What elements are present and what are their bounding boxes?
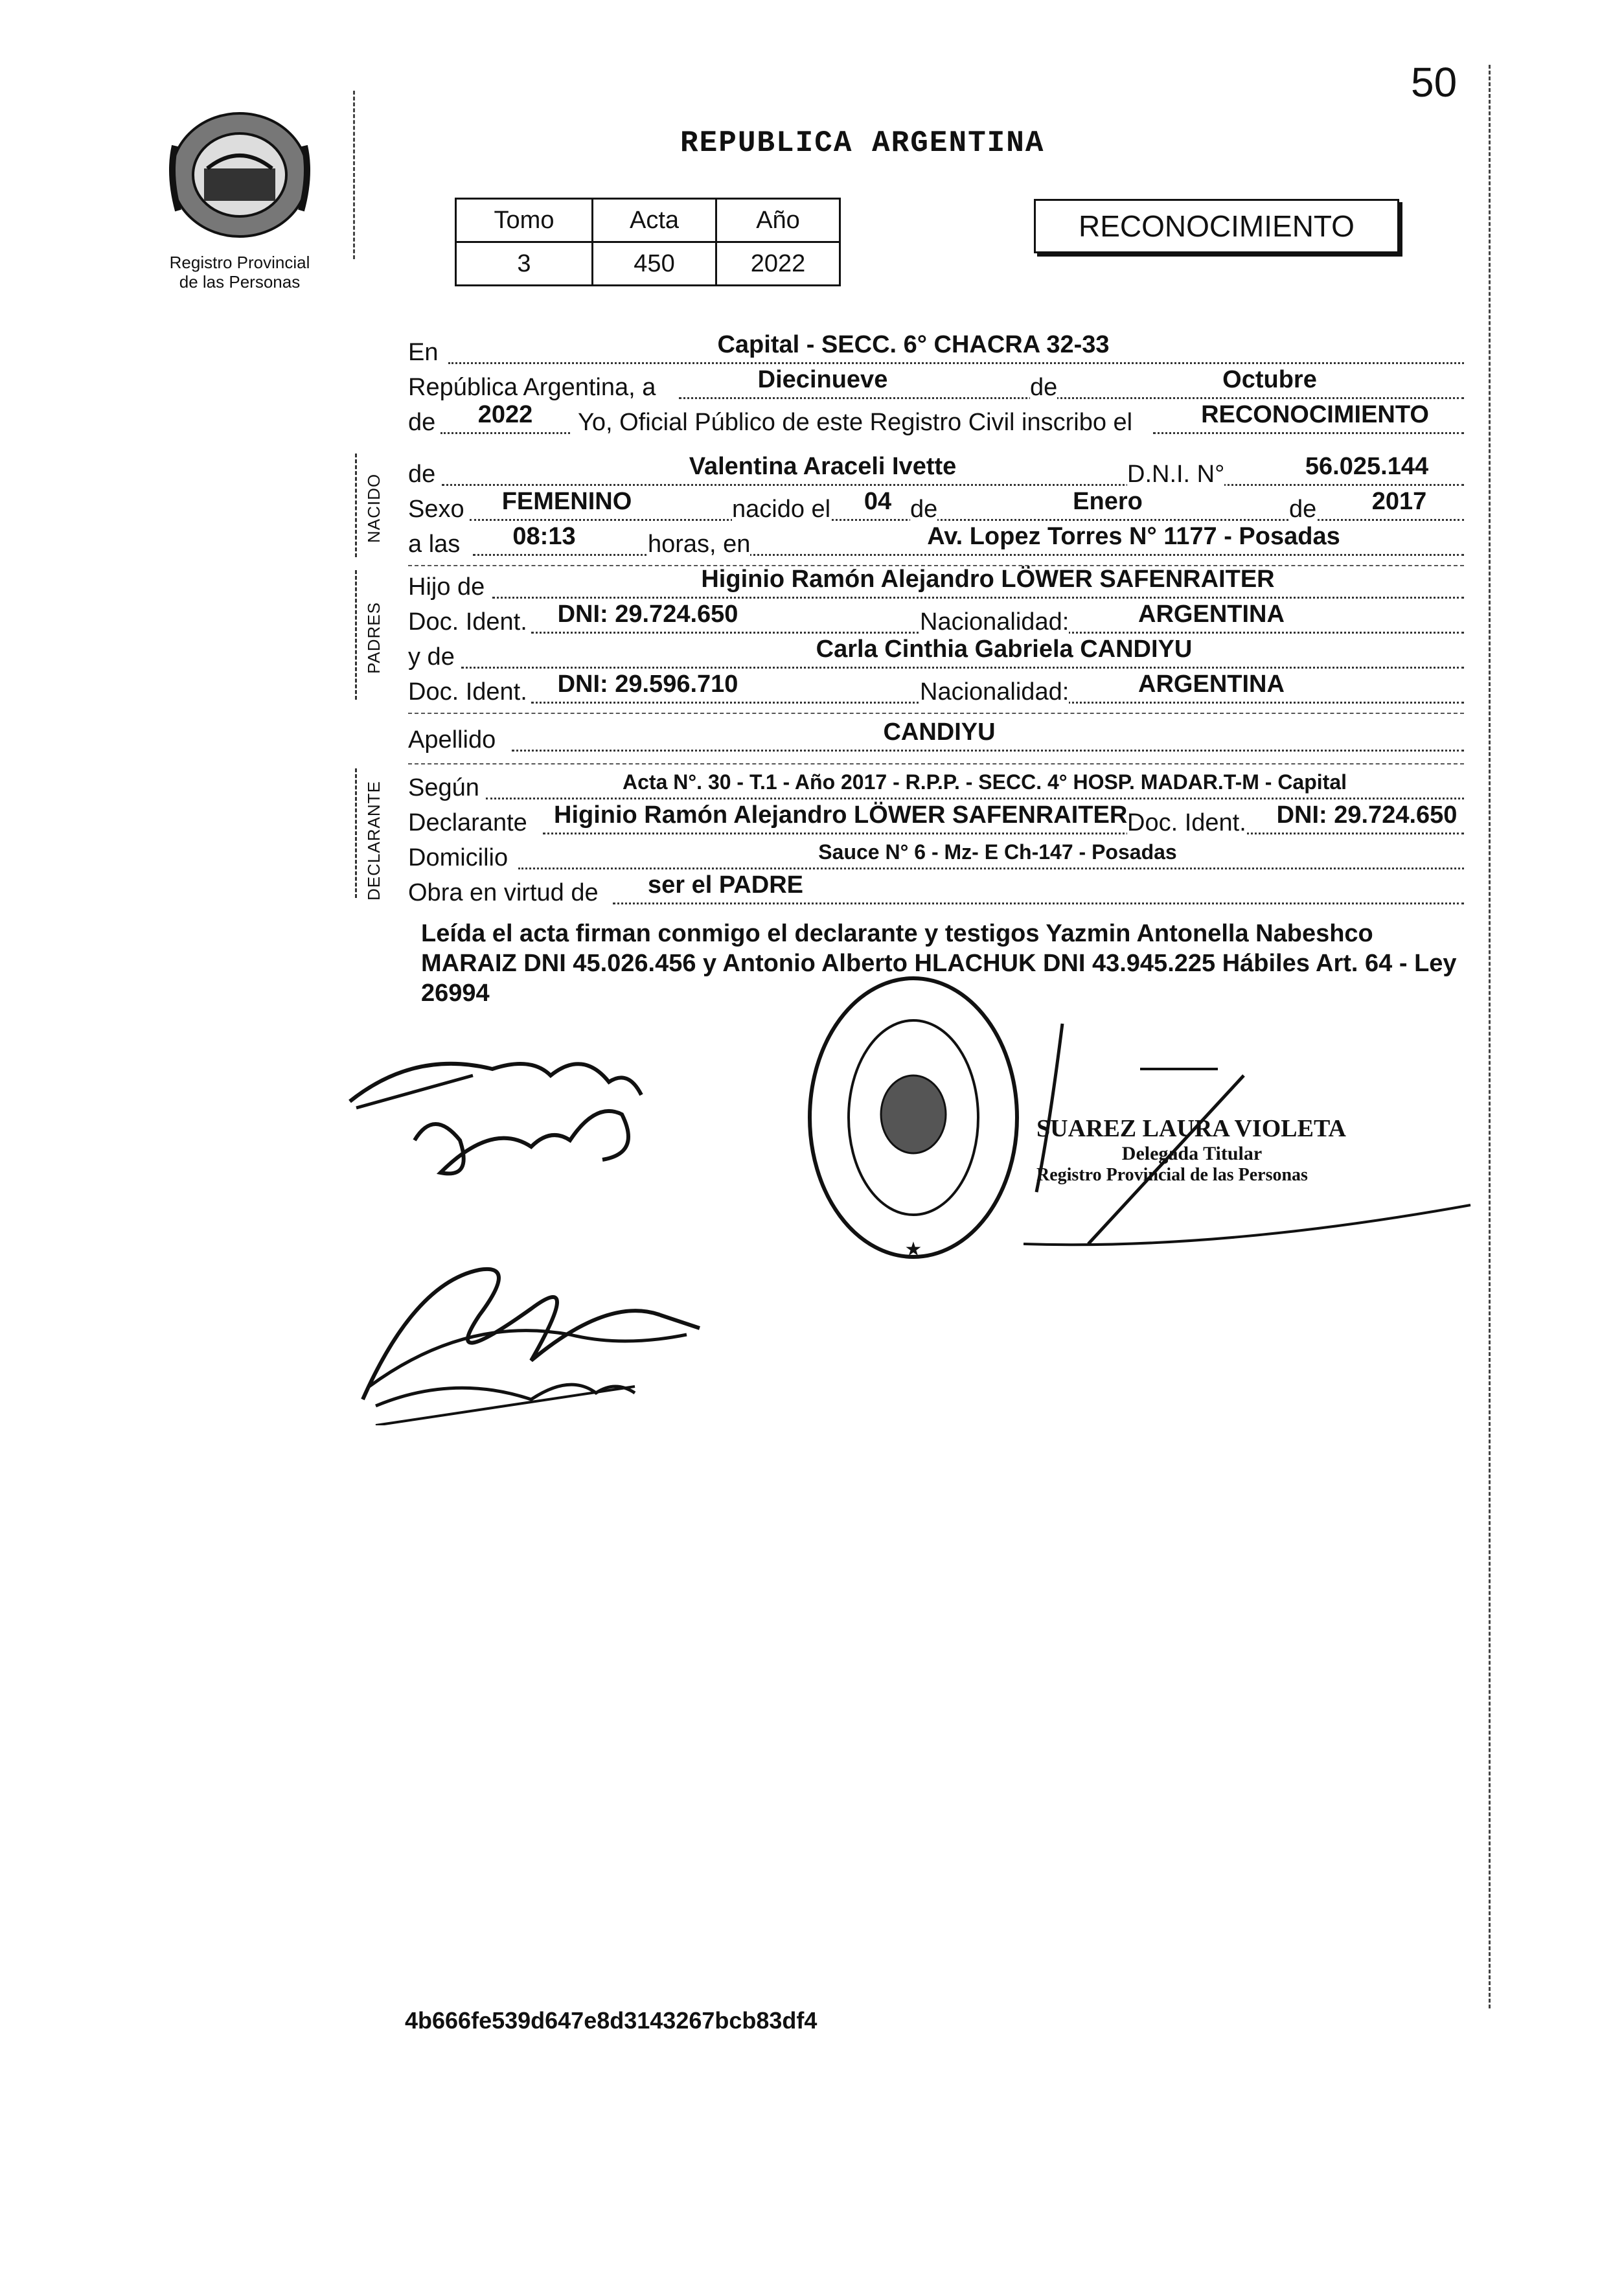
svg-text:★: ★ bbox=[904, 1238, 922, 1261]
child-name-value: Valentina Araceli Ivette bbox=[689, 453, 957, 480]
day-value: Diecinueve bbox=[757, 366, 888, 393]
dotted-line bbox=[461, 667, 1464, 669]
row-father-name bbox=[408, 566, 1464, 605]
label-a-las: a las bbox=[408, 531, 461, 558]
section-divider bbox=[408, 713, 1464, 714]
row-year-inscription bbox=[408, 401, 1464, 441]
surname-value: CANDIYU bbox=[883, 718, 996, 746]
mother-name-value: Carla Cinthia Gabriela CANDIYU bbox=[816, 636, 1193, 663]
registry-caption bbox=[149, 253, 330, 292]
label-en: En bbox=[408, 339, 439, 366]
father-name-value: Higinio Ramón Alejandro LÖWER SAFENRAITER bbox=[701, 566, 1275, 593]
label-declarante: Declarante bbox=[408, 809, 527, 836]
birth-day-value: 04 bbox=[863, 488, 892, 515]
domicilio-value: Sauce N° 6 - Mz- E Ch-147 - Posadas bbox=[818, 840, 1177, 864]
label-republica: República Argentina, a bbox=[408, 374, 656, 401]
table-header-tomo: Tomo bbox=[456, 199, 593, 242]
birth-month-value: Enero bbox=[1073, 488, 1143, 515]
dotted-line bbox=[440, 432, 570, 434]
dotted-line bbox=[679, 397, 1464, 399]
dotted-line bbox=[442, 484, 1464, 486]
label-doc-ident-mother: Doc. Ident. bbox=[408, 678, 527, 706]
month-value: Octubre bbox=[1222, 366, 1317, 393]
section-bar-padres bbox=[355, 570, 357, 700]
margin-mark bbox=[1489, 65, 1491, 2008]
document-title: REPUBLICA ARGENTINA bbox=[680, 126, 1045, 160]
row-surname bbox=[408, 718, 1464, 758]
declarante-doc-value: DNI: 29.724.650 bbox=[1276, 801, 1458, 829]
section-bar-declarante bbox=[355, 768, 357, 898]
child-dni-value: 56.025.144 bbox=[1305, 453, 1429, 480]
dotted-line bbox=[492, 597, 1464, 599]
label-horas-en: horas, en bbox=[648, 531, 751, 558]
closing-statement: Leída el acta firman conmigo el declarante y testigos Yazmin Antonella Nabeshco MARAIZ DNI 45.026.456 y Antonio Alberto HLACHUK DNI 43.945.225 Hábiles Art. 64 - Ley 26994 bbox=[421, 920, 1457, 1007]
province-coat-of-arms bbox=[162, 107, 317, 243]
label-y-de: y de bbox=[408, 643, 455, 671]
table-cell-ano: 2022 bbox=[716, 242, 840, 286]
sex-value: FEMENINO bbox=[501, 488, 632, 515]
label-apellido: Apellido bbox=[408, 726, 496, 753]
table-row bbox=[456, 242, 840, 286]
row-obra bbox=[408, 871, 1464, 911]
row-father-doc bbox=[408, 601, 1464, 640]
label-nacido-el: nacido el bbox=[732, 496, 831, 523]
seal-icon bbox=[800, 965, 1027, 1270]
label-inscribo: Yo, Oficial Público de este Registro Civil inscribo el bbox=[578, 409, 1133, 436]
dotted-line bbox=[512, 750, 1464, 752]
signatory-role: Delegada Titular bbox=[1121, 1143, 1263, 1164]
row-date bbox=[408, 366, 1464, 406]
label-doc-ident-father: Doc. Ident. bbox=[408, 608, 527, 636]
mother-doc-value: DNI: 29.596.710 bbox=[557, 671, 738, 698]
row-mother-doc bbox=[408, 671, 1464, 710]
table-header-row bbox=[456, 199, 840, 242]
dotted-line bbox=[473, 554, 1464, 556]
registry-caption-line1: Registro Provincial bbox=[169, 253, 310, 272]
official-seal bbox=[800, 965, 1027, 1270]
father-nationality-value: ARGENTINA bbox=[1138, 601, 1285, 628]
table-cell-tomo: 3 bbox=[456, 242, 593, 286]
label-de-birth-year: de bbox=[1289, 496, 1317, 523]
section-bar-nacido bbox=[355, 454, 357, 557]
section-label-padres: PADRES bbox=[364, 602, 383, 674]
label-segun: Según bbox=[408, 774, 479, 801]
registry-caption-line2: de las Personas bbox=[179, 272, 301, 292]
birth-time-value: 08:13 bbox=[512, 523, 576, 550]
label-obra: Obra en virtud de bbox=[408, 879, 599, 906]
table-header-acta: Acta bbox=[593, 199, 716, 242]
record-reference-table bbox=[455, 198, 841, 286]
row-declarante bbox=[408, 801, 1464, 841]
row-sex-birth bbox=[408, 488, 1464, 527]
section-label-declarante: DECLARANTE bbox=[364, 781, 383, 901]
label-dni: D.N.I. N° bbox=[1127, 461, 1225, 488]
witness-signatures bbox=[337, 1011, 738, 1425]
label-de-month: de bbox=[1030, 374, 1058, 401]
row-birth-time-place bbox=[408, 523, 1464, 562]
year-value: 2022 bbox=[477, 401, 533, 428]
label-de-child: de bbox=[408, 461, 436, 488]
act-type-box: RECONOCIMIENTO bbox=[1034, 199, 1399, 253]
dotted-line bbox=[518, 868, 1464, 869]
row-location bbox=[408, 331, 1464, 371]
row-domicilio bbox=[408, 841, 1464, 876]
dotted-line bbox=[543, 833, 1464, 834]
row-child-name bbox=[408, 453, 1464, 492]
page-number: 50 bbox=[1411, 59, 1458, 106]
table-header-ano: Año bbox=[716, 199, 840, 242]
birth-place-value: Av. Lopez Torres N° 1177 - Posadas bbox=[927, 523, 1340, 550]
margin-mark bbox=[353, 91, 355, 259]
label-de-year: de bbox=[408, 409, 436, 436]
dotted-line bbox=[1153, 432, 1464, 434]
table-cell-acta: 450 bbox=[593, 242, 716, 286]
label-de-birth-month: de bbox=[910, 496, 938, 523]
segun-value: Acta N°. 30 - T.1 - Año 2017 - R.P.P. - SECC. 4° HOSP. MADAR.T-M - Capital bbox=[623, 770, 1347, 794]
inscribed-type-value: RECONOCIMIENTO bbox=[1201, 401, 1429, 428]
coat-of-arms-icon bbox=[162, 107, 317, 243]
row-mother-name bbox=[408, 636, 1464, 675]
label-doc-ident-declarante: Doc. Ident. bbox=[1127, 809, 1246, 836]
birth-year-value: 2017 bbox=[1371, 488, 1427, 515]
signatory-office: Registro Provincial de las Personas bbox=[1036, 1165, 1308, 1185]
label-hijo-de: Hijo de bbox=[408, 573, 485, 601]
signatory-name: SUAREZ LAURA VIOLETA bbox=[1036, 1115, 1346, 1142]
obra-value: ser el PADRE bbox=[647, 871, 804, 899]
label-sexo: Sexo bbox=[408, 496, 464, 523]
document-hash: 4b666fe539d647e8d3143267bcb83df4 bbox=[405, 2007, 818, 2034]
dotted-line bbox=[448, 362, 1464, 364]
label-nacionalidad-father: Nacionalidad: bbox=[920, 608, 1069, 636]
father-doc-value: DNI: 29.724.650 bbox=[557, 601, 738, 628]
declarante-name-value: Higinio Ramón Alejandro LÖWER SAFENRAITER bbox=[554, 801, 1128, 829]
signatory-block bbox=[1036, 1114, 1347, 1186]
dotted-line bbox=[613, 902, 1464, 904]
row-segun bbox=[408, 771, 1464, 806]
location-value: Capital - SECC. 6° CHACRA 32-33 bbox=[717, 331, 1110, 358]
section-label-nacido: NACIDO bbox=[364, 473, 383, 543]
label-nacionalidad-mother: Nacionalidad: bbox=[920, 678, 1069, 706]
mother-nationality-value: ARGENTINA bbox=[1138, 671, 1285, 698]
dotted-line bbox=[486, 798, 1464, 799]
label-domicilio: Domicilio bbox=[408, 844, 509, 871]
section-divider bbox=[408, 763, 1464, 764]
